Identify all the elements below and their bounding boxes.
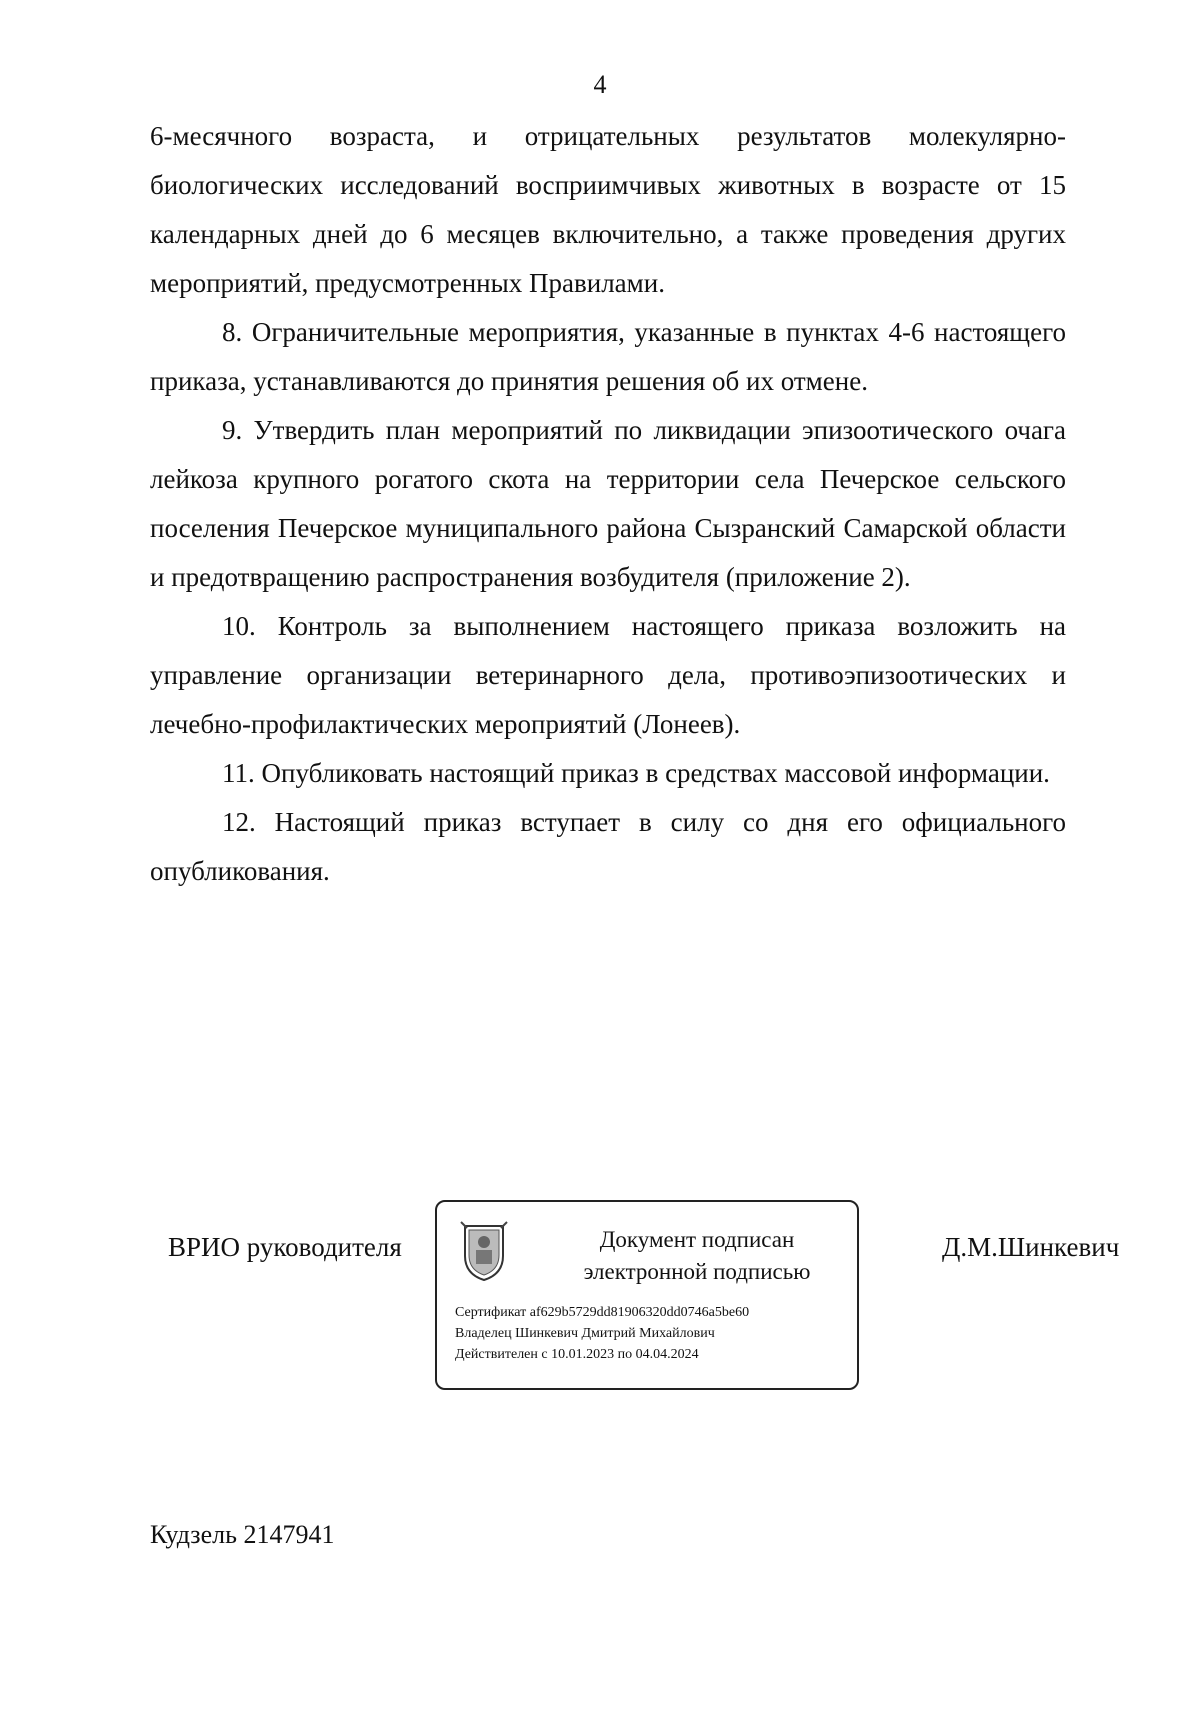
stamp-title-line2: электронной подписью [583, 1259, 811, 1284]
stamp-title [547, 1224, 847, 1288]
paragraph-10: 10. Контроль за выполнением настоящего приказа возложить на управление организации ветеринарного дела, противоэпизоотических и лечебно-профилактических мероприятий (Лонеев). [150, 611, 1066, 739]
electronic-signature-stamp [435, 1200, 859, 1390]
page-number: 4 [593, 70, 607, 99]
paragraph-8: 8. Ограничительные мероприятия, указанные в пунктах 4-6 настоящего приказа, устанавливаются до принятия решения об их отмене. [150, 317, 1066, 396]
certificate-validity: Действителен с 10.01.2023 по 04.04.2024 [455, 1347, 699, 1362]
executor-info: Кудзель 2147941 [150, 1520, 335, 1549]
certificate-number: Сертификат af629b5729dd81906320dd0746a5be60 [455, 1305, 750, 1320]
paragraph-11: 11. Опубликовать настоящий приказ в средствах массовой информации. [222, 758, 1050, 788]
paragraph-9: 9. Утвердить план мероприятий по ликвидации эпизоотического очага лейкоза крупного рогатого скота на территории села Печерское сельского поселения Печерское муниципального района Сызранский Самарской области и предотвращению распространения возбудителя (приложение 2). [150, 415, 1066, 592]
signatory-position: ВРИО руководителя [168, 1232, 402, 1262]
document-body [150, 112, 1066, 896]
signatory-name: Д.М.Шинкевич [942, 1232, 1120, 1262]
certificate-owner: Владелец Шинкевич Дмитрий Михайлович [455, 1326, 715, 1341]
paragraph-12: 12. Настоящий приказ вступает в силу со дня его официального опубликования. [150, 807, 1066, 886]
stamp-title-line1: Документ подписан [599, 1227, 795, 1252]
coat-of-arms-icon [459, 1220, 509, 1282]
stamp-details [455, 1302, 749, 1365]
paragraph-continuation: 6-месячного возраста, и отрицательных результатов молекулярно-биологических исследований восприимчивых животных в возрасте от 15 календарных дней до 6 месяцев включительно, а также проведения других мероприятий, предусмотренных Правилами. [150, 121, 1066, 298]
